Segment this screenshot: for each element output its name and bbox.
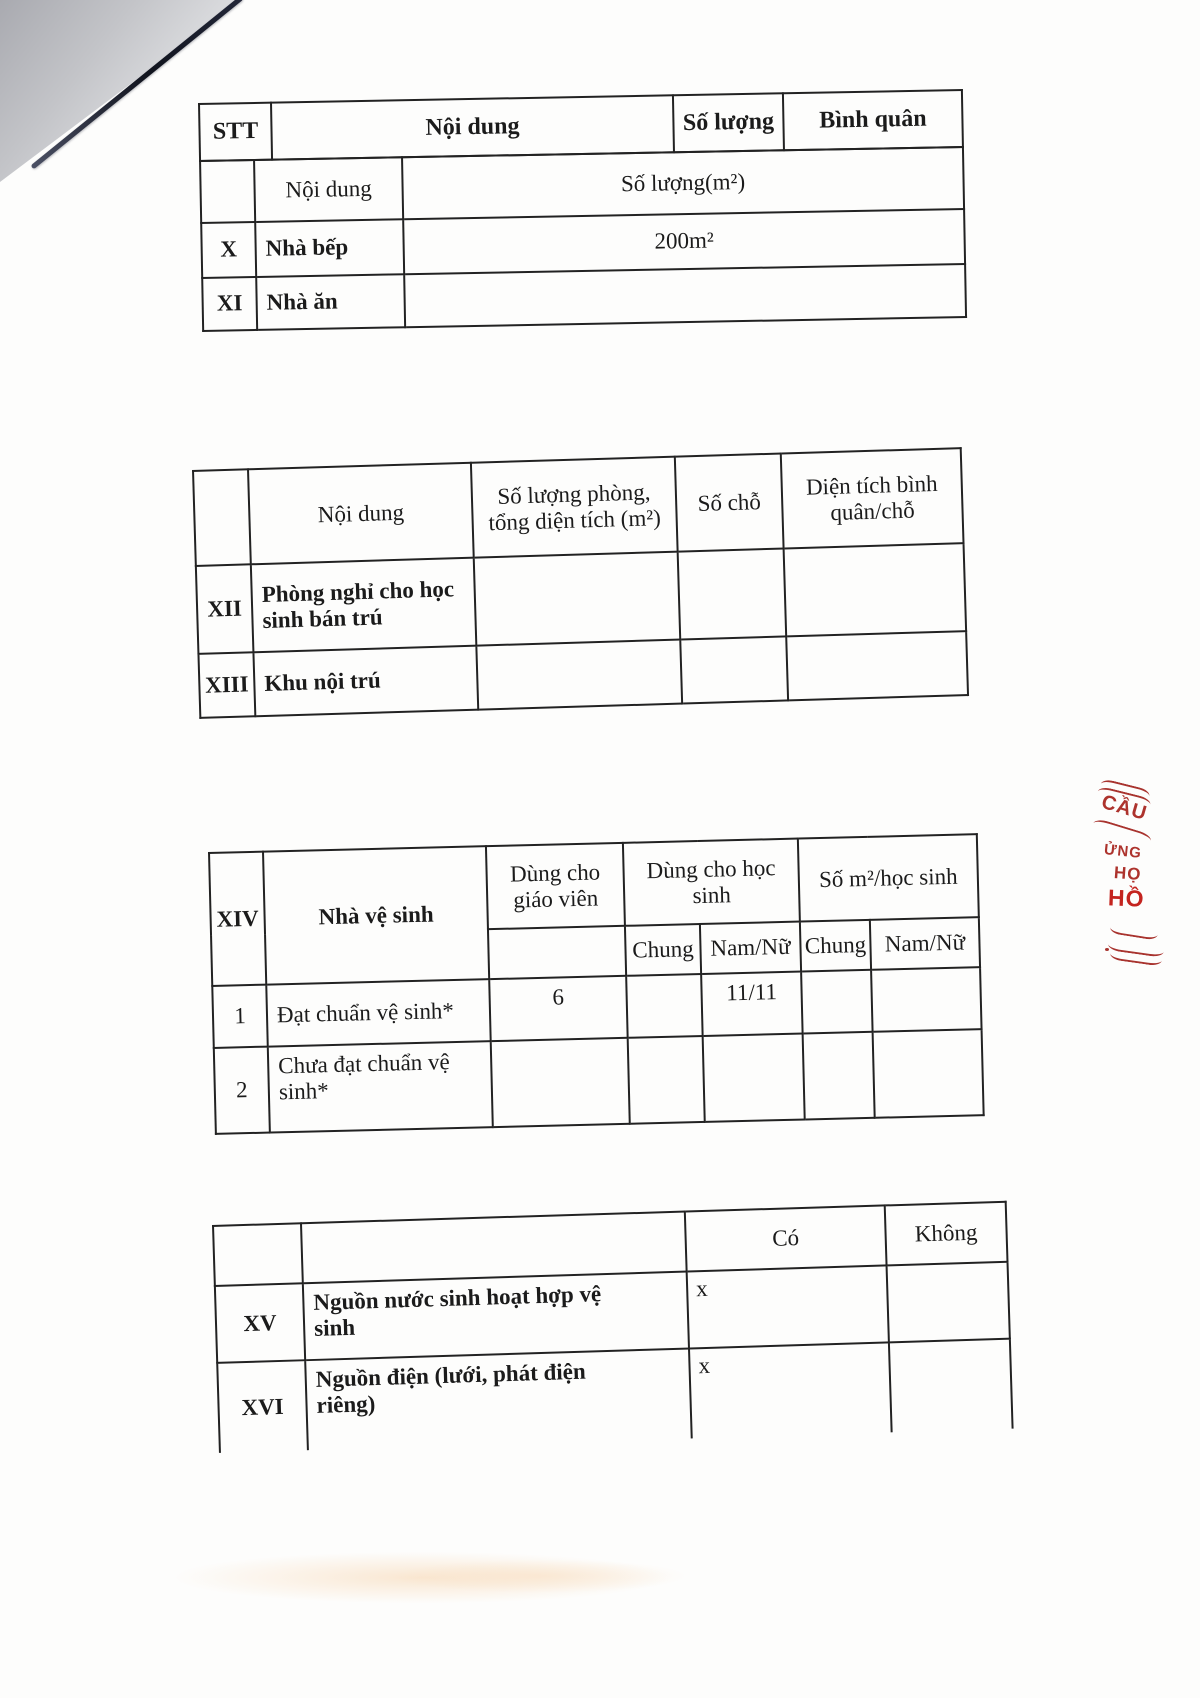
cell-stt-empty	[200, 160, 255, 223]
cell-stt: XIII	[198, 652, 255, 718]
cell-teachers-value	[491, 1038, 630, 1127]
cell-stt: XV	[215, 1283, 305, 1363]
table-utilities-grid	[212, 1201, 1014, 1453]
cell-label: Đạt chuẩn vệ sinh*	[266, 979, 490, 1046]
cell-so-cho	[678, 548, 787, 639]
cell-stt: X	[201, 222, 256, 278]
table-rooms-grid	[192, 447, 969, 719]
cell-teachers-value: 6	[489, 976, 627, 1041]
table-toilets-grid	[208, 833, 985, 1135]
cell-no-mark	[887, 1262, 1010, 1343]
subheader-noi-dung: Nội dung	[254, 157, 403, 222]
cell-so-cho	[680, 636, 788, 703]
cell-yes-mark: x	[689, 1342, 892, 1438]
cell-students-nam-nu: 11/11	[701, 972, 802, 1036]
cell-label: Phòng nghỉ cho học sinh bán trú	[251, 558, 477, 653]
stamp-ink-dot	[1105, 948, 1109, 951]
cell-stt: 1	[212, 985, 267, 1048]
stamp-text-ho2: HỒ	[1107, 884, 1145, 912]
header-yes: Có	[685, 1205, 887, 1271]
cell-students-nam-nu	[703, 1034, 805, 1122]
table-rooms	[192, 447, 969, 719]
cell-label: Nguồn điện (lưới, phát điện riêng)	[305, 1348, 692, 1450]
cell-area-chung	[801, 970, 872, 1034]
subheader-chung: Chung	[800, 920, 871, 972]
header-no: Không	[885, 1202, 1008, 1266]
cell-students-chung	[626, 974, 702, 1038]
stamp-ring-arc	[1109, 921, 1158, 940]
header-stt: STT	[199, 103, 272, 161]
cell-teachers-sub-empty	[488, 926, 626, 979]
cell-area-chung	[803, 1032, 875, 1120]
header-so-cho: Số chỗ	[675, 454, 784, 552]
cell-area-nam-nu	[871, 967, 981, 1032]
cell-label: Chưa đạt chuẩn vệ sinh*	[268, 1041, 493, 1132]
stamp-text-ho: HỌ	[1113, 863, 1143, 884]
header-noi-dung: Nội dung	[271, 95, 674, 159]
stamp-text-cau: CẦU	[1099, 791, 1150, 825]
scan-smudge	[330, 1552, 750, 1600]
cell-stt-xiv: XIV	[209, 852, 266, 986]
cell-value	[404, 264, 966, 327]
cell-title-nha-ve-sinh: Nhà vệ sinh	[263, 846, 489, 984]
red-stamp-fragment	[1080, 780, 1200, 995]
cell-so-luong	[476, 640, 682, 710]
table-toilets	[208, 833, 985, 1135]
subheader-chung: Chung	[625, 924, 701, 976]
header-students: Dùng cho học sinh	[623, 839, 800, 926]
header-binh-quan: Bình quân	[783, 90, 963, 150]
cell-yes-mark: x	[687, 1265, 889, 1348]
subheader-nam-nu: Nam/Nữ	[700, 922, 801, 974]
cell-dien-tich	[784, 543, 967, 636]
cell-label: Nhà ăn	[256, 274, 405, 330]
subheader-nam-nu: Nam/Nữ	[870, 917, 980, 970]
cell-stt: XI	[202, 277, 257, 331]
header-dien-tich: Diện tích bình quân/chỗ	[781, 448, 964, 548]
cell-label: Khu nội trú	[253, 646, 478, 717]
cell-students-chung	[628, 1036, 705, 1124]
cell-dien-tich	[786, 631, 968, 700]
stamp-text-ung: ỬNG	[1103, 841, 1143, 862]
header-stt-empty	[193, 469, 251, 566]
header-sqm-per-student: Số m²/học sinh	[798, 834, 979, 921]
header-teachers: Dùng cho giáo viên	[486, 843, 625, 929]
table-area-quantity-body	[199, 146, 967, 332]
cell-stt: 2	[214, 1047, 270, 1134]
cell-so-luong	[474, 552, 681, 646]
header-noi-dung: Nội dung	[248, 463, 474, 565]
table-row	[214, 1029, 984, 1134]
cell-stt: XVI	[217, 1360, 308, 1453]
header-so-luong: Số lượng	[673, 93, 784, 152]
cell-value: 200m²	[403, 209, 965, 274]
cell-label: Nhà bếp	[255, 219, 404, 277]
table-area-quantity	[198, 89, 967, 332]
cell-no-mark	[889, 1339, 1013, 1433]
header-so-luong-phong: Số lượng phòng, tổng diện tích (m²)	[471, 457, 678, 558]
table-utilities	[212, 1201, 1014, 1453]
cell-label: Nguồn nước sinh hoạt hợp vệ sinh	[303, 1272, 689, 1361]
header-stt-empty	[213, 1223, 303, 1286]
cell-stt: XII	[196, 564, 254, 654]
subheader-so-luong-m2: Số lượng(m²)	[402, 147, 964, 219]
cell-area-nam-nu	[873, 1029, 984, 1118]
